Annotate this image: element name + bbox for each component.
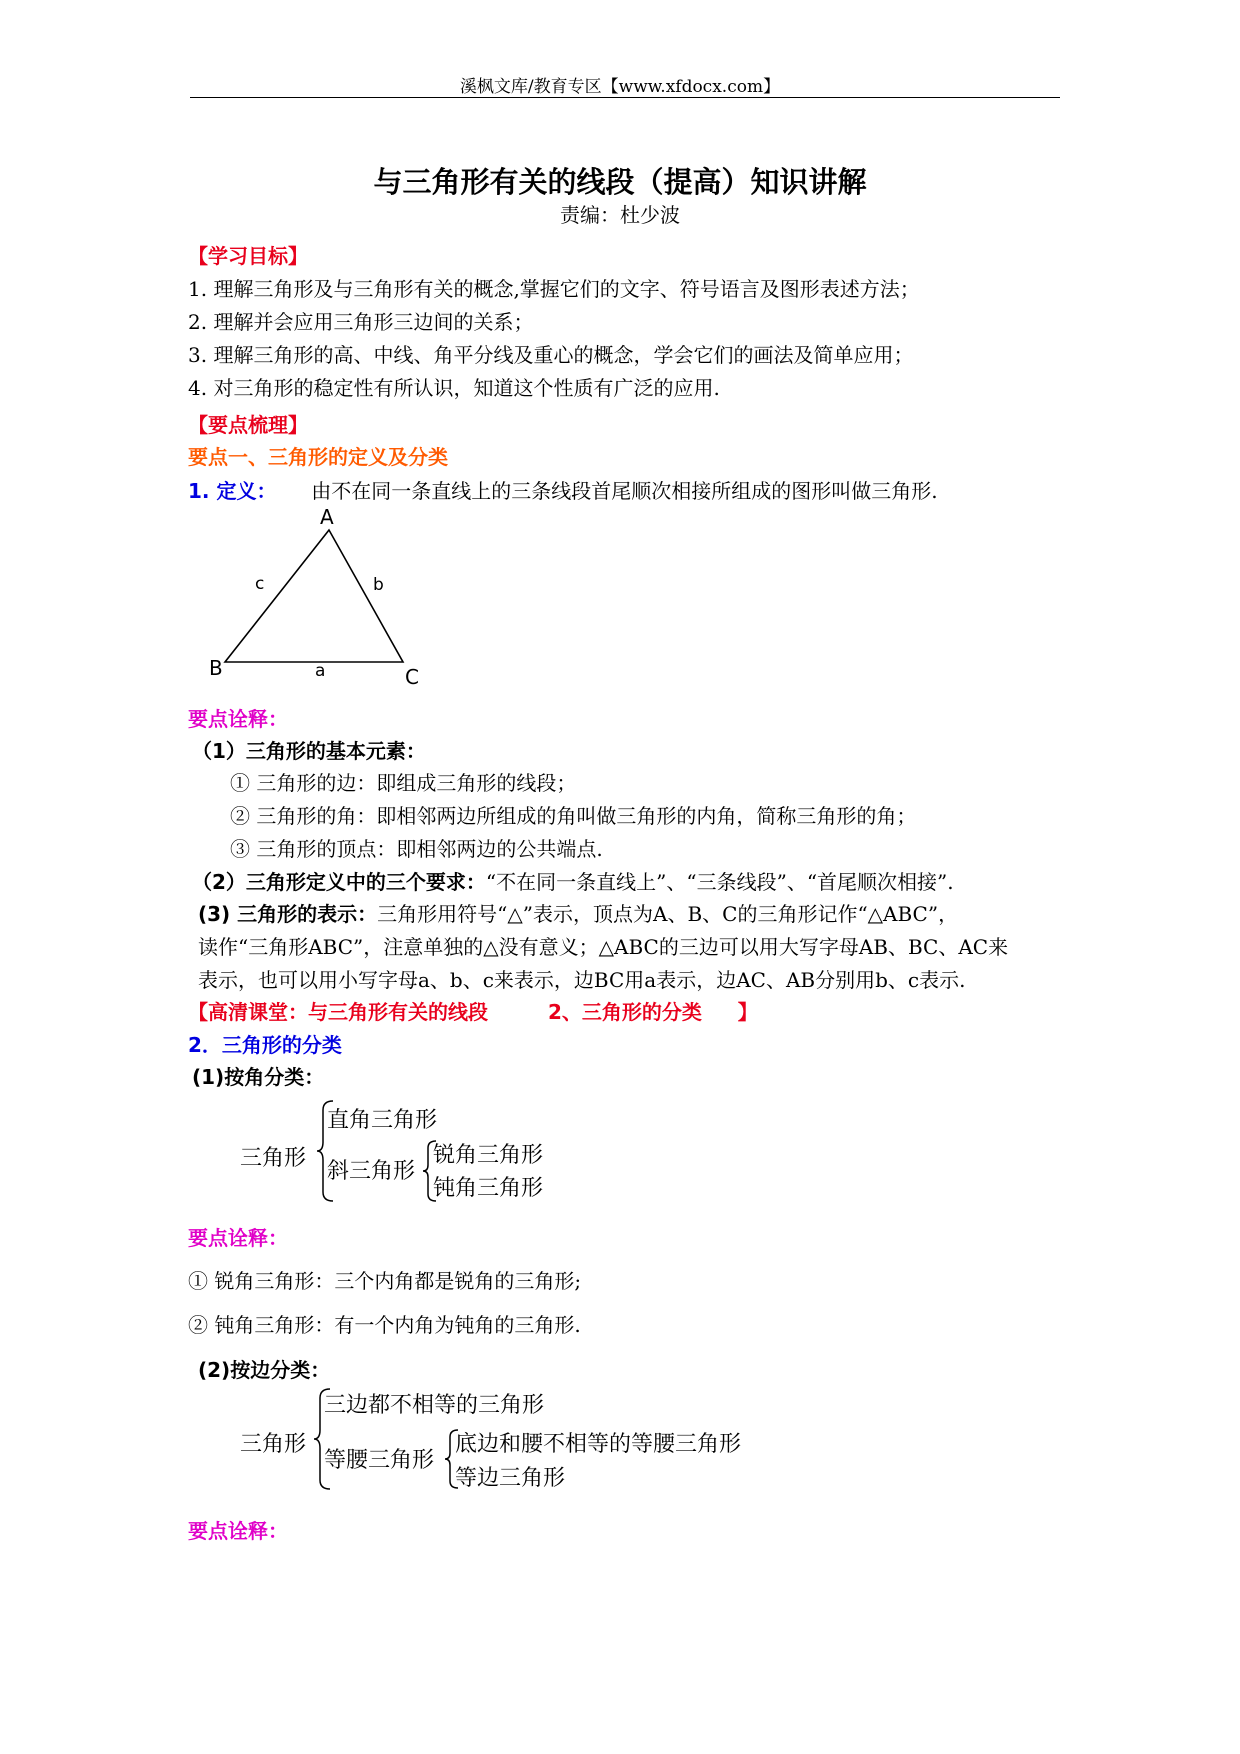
- angle-obtuse-triangle: 钝角三角形: [433, 1176, 544, 1201]
- side-base-ne-leg-triangle: 底边和腰不相等的等腰三角形: [455, 1432, 742, 1457]
- page-header: 溪枫文库/教育专区【www.xfdocx.com】: [459, 77, 781, 97]
- by-angle-label: (1)按角分类：: [192, 1065, 325, 1089]
- hd-class-part3: 】: [737, 1000, 758, 1024]
- angle-acute-triangle: 锐角三角形: [433, 1143, 544, 1168]
- vertex-label-b: B: [209, 656, 223, 680]
- angle-oblique-triangle: 斜三角形: [327, 1159, 416, 1184]
- note3-label: (3) 三角形的表示：: [198, 902, 378, 926]
- note1-item: ② 三角形的角：即相邻两边所组成的角叫做三角形的内角，简称三角形的角；: [230, 804, 917, 828]
- definition-text: 由不在同一条直线上的三条线段首尾顺次相接所组成的图形叫做三角形.: [311, 479, 938, 503]
- note2-line: [192, 866, 954, 895]
- objective-item: 4. 对三角形的稳定性有所认识，知道这个性质有广泛的应用.: [188, 376, 720, 400]
- angle-notes-heading: 要点诠释：: [188, 1226, 288, 1250]
- hd-class-part1: 【高清课堂：与三角形有关的线段: [188, 1000, 488, 1024]
- triangle-figure: [195, 500, 445, 695]
- side-scalene-triangle: 三边都不相等的三角形: [324, 1393, 545, 1418]
- side-tree-root: 三角形: [240, 1432, 307, 1457]
- hd-class-reference: [188, 996, 758, 1025]
- objective-item: 3. 理解三角形的高、中线、角平分线及重心的概念，学会它们的画法及简单应用；: [188, 343, 914, 367]
- note3-line: 表示，也可以用小写字母a、b、c来表示，边BC用a表示，边AC、AB分别用b、c表示.: [198, 968, 966, 992]
- summary-heading: 【要点梳理】: [188, 413, 308, 437]
- note2-label: （2）三角形定义中的三个要求：: [192, 870, 486, 894]
- objectives-heading: 【学习目标】: [188, 244, 308, 268]
- document-subtitle: 责编：杜少波: [560, 203, 680, 227]
- by-side-label: (2)按边分类：: [198, 1358, 331, 1382]
- side-label-a: a: [315, 661, 326, 681]
- note2-text: “不在同一条直线上”、“三条线段”、“首尾顺次相接”.: [485, 870, 954, 894]
- notes-heading: 要点诠释：: [188, 707, 288, 731]
- angle-note-item: ① 锐角三角形：三个内角都是锐角的三角形;: [188, 1269, 582, 1293]
- document-title: 与三角形有关的线段（提高）知识讲解: [373, 165, 867, 199]
- note1-label: （1）三角形的基本元素：: [192, 739, 426, 763]
- note3-line: [198, 898, 958, 927]
- triangle-shape: [225, 530, 403, 662]
- angle-note-item: ② 钝角三角形：有一个内角为钝角的三角形.: [188, 1313, 581, 1337]
- header-rule: [190, 97, 1060, 98]
- side-equilateral-triangle: 等边三角形: [455, 1466, 566, 1491]
- vertex-label-c: C: [405, 665, 419, 689]
- side-isosceles-triangle: 等腰三角形: [324, 1448, 435, 1473]
- objective-item: 2. 理解并会应用三角形三边间的关系；: [188, 310, 534, 334]
- classification-heading: 2．三角形的分类: [188, 1033, 342, 1057]
- side-label-b: b: [373, 575, 384, 595]
- vertex-label-a: A: [320, 505, 334, 529]
- definition-label: 1. 定义：: [188, 479, 277, 503]
- note3-line: 读作“三角形ABC”，注意单独的△没有意义；△ABC的三边可以用大写字母AB、BC、AC来: [198, 935, 1009, 959]
- note1-item: ① 三角形的边：即组成三角形的线段；: [230, 771, 577, 795]
- note1-item: ③ 三角形的顶点：即相邻两边的公共端点.: [230, 837, 603, 861]
- side-notes-heading: 要点诠释：: [188, 1519, 288, 1543]
- side-label-c: c: [255, 574, 265, 594]
- objective-item: 1. 理解三角形及与三角形有关的概念,掌握它们的文字、符号语言及图形表述方法；: [188, 277, 920, 301]
- point1-heading: 要点一、三角形的定义及分类: [188, 445, 448, 469]
- hd-class-part2: 2、三角形的分类: [547, 1000, 702, 1024]
- angle-right-triangle: 直角三角形: [327, 1108, 438, 1133]
- angle-tree-root: 三角形: [240, 1146, 307, 1171]
- note3-text: 三角形用符号“△”表示，顶点为A、B、C的三角形记作“△ABC”，: [377, 902, 959, 926]
